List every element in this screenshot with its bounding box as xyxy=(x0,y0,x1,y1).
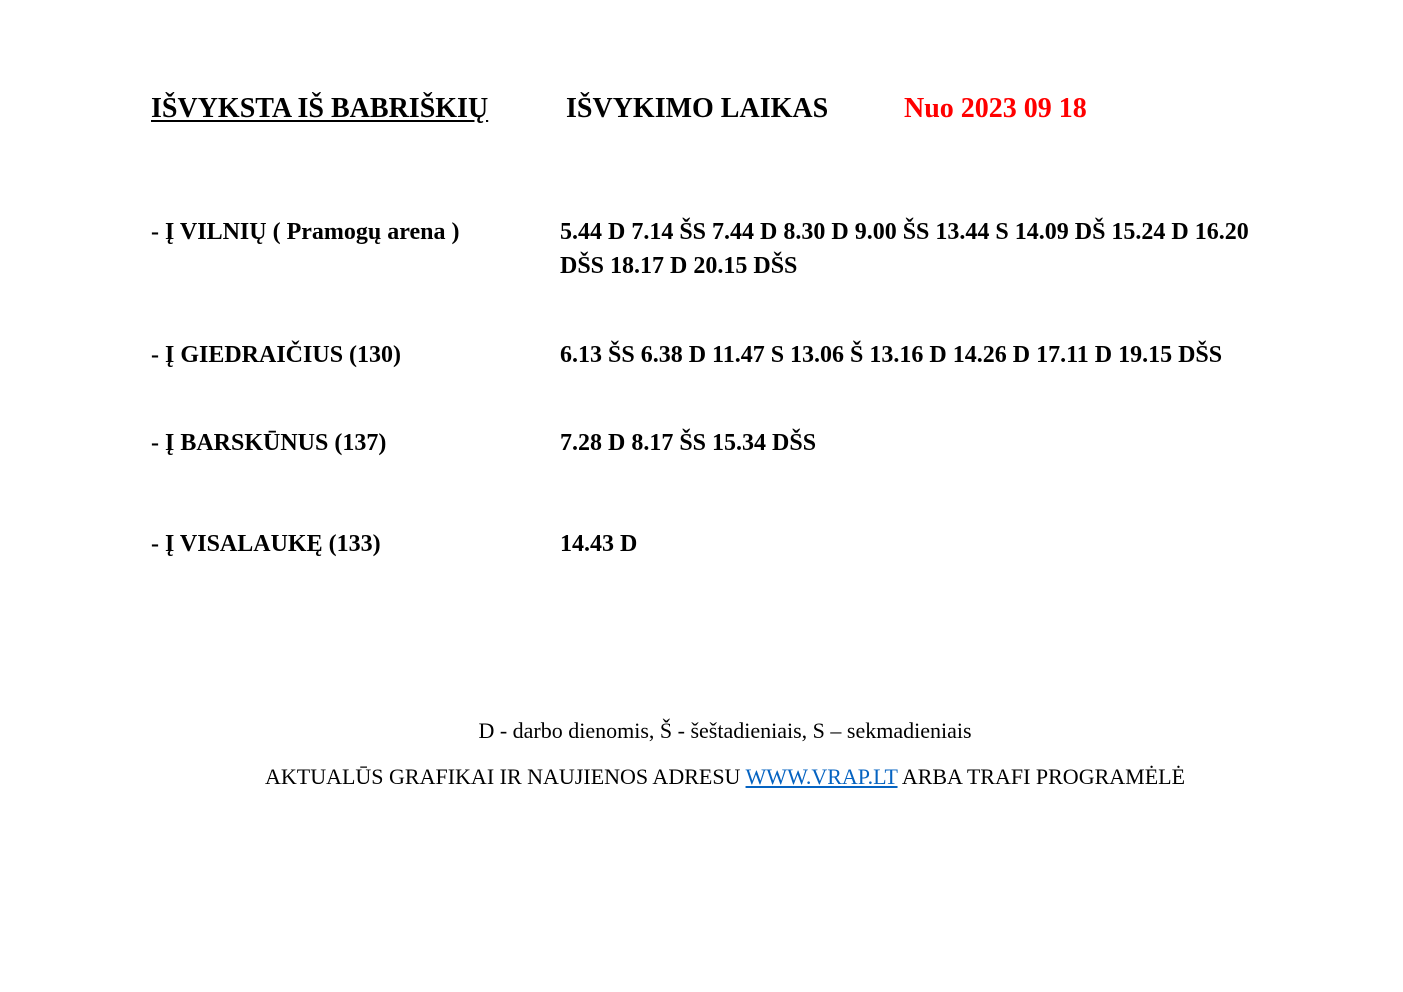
footer-note xyxy=(0,762,1403,792)
footer-prefix: AKTUALŪS GRAFIKAI IR NAUJIENOS ADRESU xyxy=(264,764,746,789)
footer-suffix: ARBA TRAFI PROGRAMĖLĖ xyxy=(897,764,1186,789)
route-times: 7.28 D 8.17 ŠS 15.34 DŠS xyxy=(560,430,817,456)
origin-heading: IŠVYKSTA IŠ BABRIŠKIŲ xyxy=(151,93,489,124)
departure-time-heading: IŠVYKIMO LAIKAS xyxy=(566,93,829,124)
vrap-website-link[interactable]: WWW.VRAP.LT xyxy=(745,764,898,789)
route-times: 14.43 D xyxy=(560,531,638,557)
day-legend: D - darbo dienomis, Š - šeštadieniais, S – sekmadieniais xyxy=(478,718,972,743)
route-times: 5.44 D 7.14 ŠS 7.44 D 8.30 D 9.00 ŠS 13.44 S 14.09 DŠ 15.24 D 16.20 DŠS 18.17 D 20.15 DŠS xyxy=(560,219,1249,279)
route-destination: - Į BARSKŪNUS (137) xyxy=(151,430,387,456)
valid-from-date: Nuo 2023 09 18 xyxy=(904,93,1087,124)
route-destination: - Į VILNIŲ ( Pramogų arena ) xyxy=(151,219,460,245)
route-destination: - Į GIEDRAIČIUS (130) xyxy=(151,342,402,368)
route-destination: - Į VISALAUKĘ (133) xyxy=(151,531,381,557)
route-times: 6.13 ŠS 6.38 D 11.47 S 13.06 Š 13.16 D 14.26 D 17.11 D 19.15 DŠS xyxy=(560,342,1223,368)
